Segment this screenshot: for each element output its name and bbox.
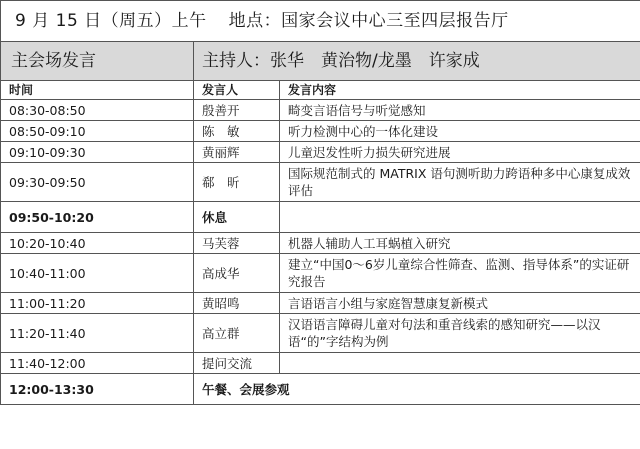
row-time: 10:20-10:40 [1, 233, 194, 254]
row-time: 08:30-08:50 [1, 100, 194, 121]
session-date: 9 月 15 日（周五）上午 [15, 10, 207, 31]
title-row [1, 1, 640, 42]
row-time: 12:00-13:30 [1, 374, 194, 405]
row-time: 09:10-09:30 [1, 142, 194, 163]
column-header-speaker: 发言人 [194, 81, 280, 100]
table-row [1, 374, 640, 405]
row-content: 机器人辅助人工耳蜗植入研究 [280, 233, 640, 254]
row-time: 09:50-10:20 [1, 202, 194, 233]
column-header-content: 发言内容 [280, 81, 640, 100]
row-speaker: 殷善开 [194, 100, 280, 121]
row-content [280, 353, 640, 374]
row-content: 儿童迟发性听力损失研究进展 [280, 142, 640, 163]
row-speaker: 陈 敏 [194, 121, 280, 142]
column-header-row [1, 81, 640, 100]
table-row [1, 233, 640, 254]
row-speaker: 郗 昕 [194, 163, 280, 202]
table-row [1, 314, 640, 353]
session-location: 地点：国家会议中心三至四层报告厅 [228, 10, 509, 31]
row-time: 11:40-12:00 [1, 353, 194, 374]
row-speaker: 休息 [194, 202, 280, 233]
table-row [1, 100, 640, 121]
row-time: 11:00-11:20 [1, 293, 194, 314]
row-time: 09:30-09:50 [1, 163, 194, 202]
row-time: 10:40-11:00 [1, 254, 194, 293]
session-row [1, 42, 640, 81]
row-speaker: 马芙蓉 [194, 233, 280, 254]
session-name: 主会场发言 [1, 42, 194, 81]
table-row [1, 202, 640, 233]
session-hosts: 主持人：张华 黄治物/龙墨 许家成 [194, 42, 640, 81]
row-content: 言语语言小组与家庭智慧康复新模式 [280, 293, 640, 314]
row-speaker: 高立群 [194, 314, 280, 353]
row-content: 汉语语言障碍儿童对句法和重音线索的感知研究——以汉语“的”字结构为例 [280, 314, 640, 353]
table-row [1, 163, 640, 202]
title-cell [1, 1, 640, 42]
row-content: 听力检测中心的一体化建设 [280, 121, 640, 142]
row-speaker: 黄昭鸣 [194, 293, 280, 314]
row-activity: 午餐、会展参观 [194, 374, 640, 405]
row-content [280, 202, 640, 233]
table-row [1, 293, 640, 314]
row-speaker: 高成华 [194, 254, 280, 293]
column-header-time: 时间 [1, 81, 194, 100]
row-content: 建立“中国0～6岁儿童综合性筛查、监测、指导体系”的实证研究报告 [280, 254, 640, 293]
row-speaker: 提问交流 [194, 353, 280, 374]
table-row [1, 121, 640, 142]
row-time: 11:20-11:40 [1, 314, 194, 353]
table-row [1, 254, 640, 293]
table-row [1, 353, 640, 374]
row-content: 畸变言语信号与听觉感知 [280, 100, 640, 121]
row-content: 国际规范制式的 MATRIX 语句测听助力跨语种多中心康复成效评估 [280, 163, 640, 202]
row-time: 08:50-09:10 [1, 121, 194, 142]
table-row [1, 142, 640, 163]
row-speaker: 黄丽辉 [194, 142, 280, 163]
